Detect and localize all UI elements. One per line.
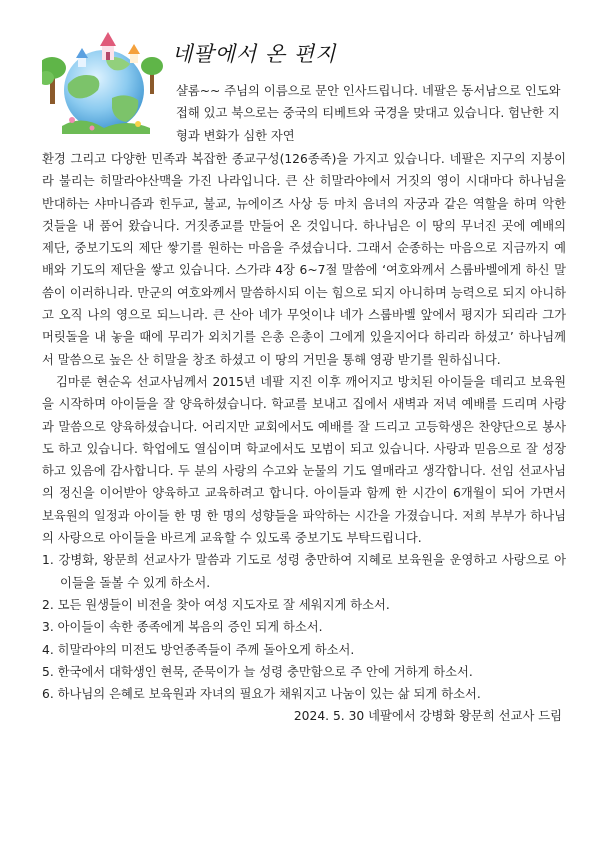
letter-title: 네팔에서 온 편지 <box>172 42 337 66</box>
globe-illustration <box>42 28 170 136</box>
prayer-item: 4. 히말라야의 미전도 방언종족들이 주께 돌아오게 하소서. <box>42 642 355 657</box>
letter-body <box>42 148 566 728</box>
prayer-item: 3. 아이들이 속한 종족에게 복음의 증인 되게 하소서. <box>42 620 323 635</box>
prayer-list <box>42 549 566 705</box>
paragraph-orphanage: 김마룬 현순옥 선교사님께서 2015년 네팔 지진 이후 깨어지고 방치된 아이들을 데리고 보육원을 시작하며 아이들을 잘 양육하셨습니다. 학교를 보내고 집에서 새벽과 저녁 예배를 드리며 사랑과 말씀으로 양육하셨습니다. 어리지만 교회에서도 예배를 잘 드리고 고등학생은 찬양단으로 봉사도 하고 있습니다. 학업에도 열심이며 학교에서도 모범이 되고 있습니다. 사랑과 믿음으로 잘 성장하고 있음에 감사합니다. 두 분의 사랑의 수고와 눈물의 기도 열매라고 생각합니다. 선임 선교사님의 정신을 이어받아 양육하고 교육하려고 합니다. 아이들과 함께 한 시간이 6개월이 되어 가면서 보육원의 일정과 아이들 한 명 한 명의 성향들을 파악하는 시간을 가졌습니다. 저희 부부가 하나님의 사랑으로 아이들을 바르게 교육할 수 있도록 중보기도 부탁드립니다. <box>42 374 566 546</box>
letter-intro <box>176 80 566 147</box>
signature-line: 2024. 5. 30 네팔에서 강병화 왕문희 선교사 드림 <box>293 709 562 724</box>
intro-text: 샬롬~~ 주님의 이름으로 문안 인사드립니다. 네팔은 동서남으로 인도와 접해 있고 북으로는 중국의 티베트와 국경을 맞대고 있습니다. 험난한 지형과 변화가 심한 자연 <box>176 84 561 143</box>
paragraph-history: 환경 그리고 다양한 민족과 복잡한 종교구성(126종족)을 가지고 있습니다. 네팔은 지구의 지붕이라 불리는 히말라야산맥을 가진 나라입니다. 큰 산 히말라야에서 거짓의 영이 시대마다 하나님을 반대하는 샤마니즘과 힌두교, 불교, 뉴에이즈 사상 등 마치 음녀의 자궁과 같은 역할을 하며 악한 것들을 내 품어 왔습니다. 거짓종교를 만들어 온 것입니다. 하나님은 이 땅의 무너진 곳에 예배의 제단, 중보기도의 제단 쌓기를 원하는 마음을 주셨습니다. 그래서 순종하는 마음으로 지금까지 예배와 기도의 제단을 쌓고 있습니다. 스가랴 4장 6~7절 말씀에 ‘여호와께서 스룹바벨에게 하신 말씀이 이러하니라. 만군의 여호와께서 말씀하시되 이는 힘으로 되지 아니하며 능력으로 되지 아니하고 오직 나의 영으로 되느니라. 큰 산아 네가 무엇이냐 네가 스룹바벨 앞에서 평지가 되리라 그가 머릿돌을 내 놓을 때에 무리가 외치기를 은총 은총이 그에게 있을지어다 하리라 하셨고’ 하나님께서 말씀으로 높은 산 히말을 창조 하셨고 이 땅의 거민을 통해 영광 받기를 원하십니다. <box>42 152 566 367</box>
prayer-item: 5. 한국에서 대학생인 현묵, 준묵이가 늘 성령 충만함으로 주 안에 거하게 하소서. <box>42 664 473 679</box>
prayer-item: 2. 모든 원생들이 비전을 찾아 여성 지도자로 잘 세워지게 하소서. <box>42 597 390 612</box>
prayer-item: 1. 강병화, 왕문희 선교사가 말씀과 기도로 성령 충만하여 지혜로 보육원을 운영하고 사랑으로 아이들을 돌볼 수 있게 하소서. <box>42 553 566 590</box>
prayer-item: 6. 하나님의 은혜로 보육원과 자녀의 필요가 채워지고 나눔이 있는 삶 되게 하소서. <box>42 687 481 702</box>
